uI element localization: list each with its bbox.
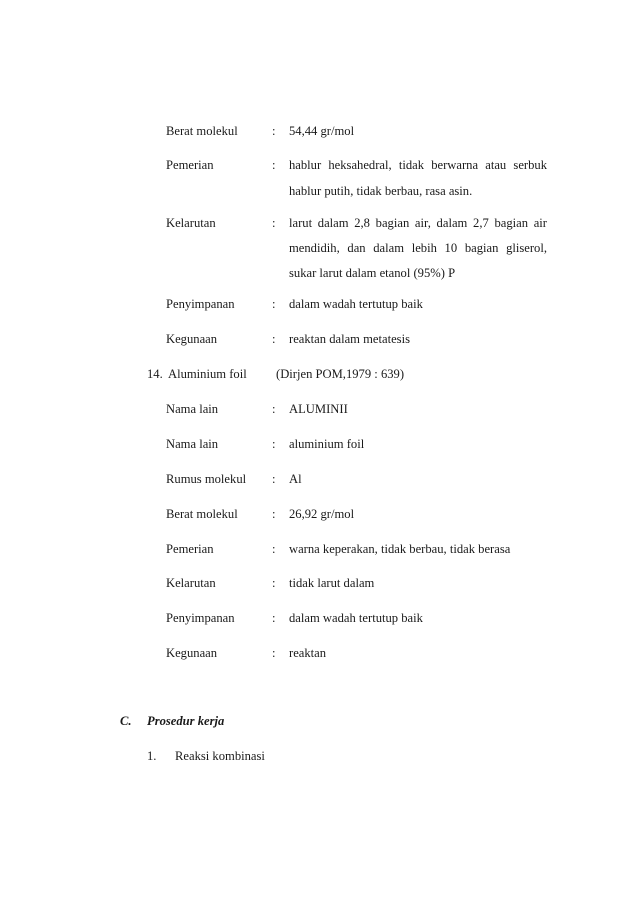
section-title: Prosedur kerja (147, 714, 225, 728)
property-label: Kelarutan (166, 576, 216, 590)
property-label: Pemerian (166, 542, 214, 556)
separator-colon: : (272, 507, 276, 521)
property-value-continued: mendidih, dan dalam lebih 10 bagian gliserol, (289, 241, 547, 255)
property-value: warna keperakan, tidak berbau, tidak berasa (289, 542, 511, 556)
separator-colon: : (272, 332, 276, 346)
item-number: 14. (147, 367, 163, 381)
property-value: dalam wadah tertutup baik (289, 611, 423, 625)
property-value: Al (289, 472, 302, 486)
procedure-number: 1. (147, 749, 157, 763)
separator-colon: : (272, 402, 276, 416)
separator-colon: : (272, 611, 276, 625)
property-label: Kelarutan (166, 216, 216, 230)
property-label: Kegunaan (166, 646, 218, 660)
property-label: Rumus molekul (166, 472, 247, 486)
property-label: Kegunaan (166, 332, 218, 346)
property-value: 26,92 gr/mol (289, 507, 355, 521)
property-value: reaktan (289, 646, 327, 660)
separator-colon: : (272, 576, 276, 590)
property-label: Penyimpanan (166, 297, 235, 311)
separator-colon: : (272, 437, 276, 451)
section-letter: C. (120, 714, 132, 728)
property-label: Nama lain (166, 402, 219, 416)
item-reference: (Dirjen POM,1979 : 639) (276, 367, 405, 381)
separator-colon: : (272, 472, 276, 486)
property-value: aluminium foil (289, 437, 365, 451)
property-value: 54,44 gr/mol (289, 124, 355, 138)
property-value-continued: hablur putih, tidak berbau, rasa asin. (289, 184, 473, 198)
property-label: Berat molekul (166, 507, 238, 521)
property-value: tidak larut dalam (289, 576, 375, 590)
separator-colon: : (272, 542, 276, 556)
property-label: Penyimpanan (166, 611, 235, 625)
separator-colon: : (272, 297, 276, 311)
property-value: ALUMINII (289, 402, 348, 416)
property-value: dalam wadah tertutup baik (289, 297, 423, 311)
property-label: Nama lain (166, 437, 219, 451)
item-name: Aluminium foil (168, 367, 247, 381)
property-value: larut dalam 2,8 bagian air, dalam 2,7 bagian air (289, 216, 547, 230)
property-label: Pemerian (166, 158, 214, 172)
property-value-continued: sukar larut dalam etanol (95%) P (289, 266, 456, 280)
property-value: reaktan dalam metatesis (289, 332, 410, 346)
property-label: Berat molekul (166, 124, 238, 138)
separator-colon: : (272, 124, 276, 138)
property-value: hablur heksahedral, tidak berwarna atau serbuk (289, 158, 547, 172)
separator-colon: : (272, 216, 276, 230)
separator-colon: : (272, 646, 276, 660)
separator-colon: : (272, 158, 276, 172)
procedure-label: Reaksi kombinasi (175, 749, 265, 763)
